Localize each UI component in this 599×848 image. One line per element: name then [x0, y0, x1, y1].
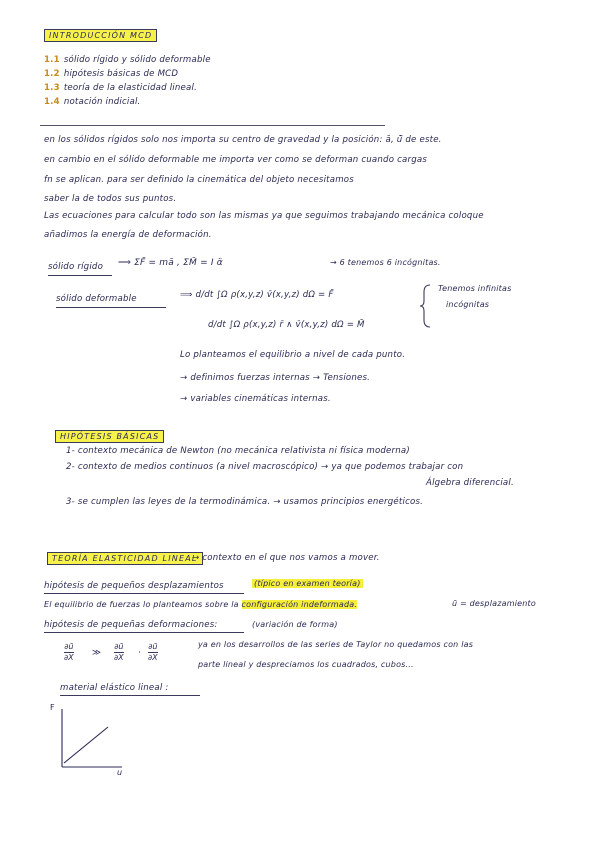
paragraph-line: en cambio en el sólido deformable me importa ver como se deforman cuando cargas — [44, 155, 428, 165]
underline — [48, 275, 112, 276]
deformable-line: → variables cinemáticas internas. — [180, 394, 331, 404]
solido-deformable-eq2: d/dt ∫Ω ρ(x,y,z) r̄ ∧ v̄(x,y,z) dΩ = M̄ — [208, 320, 365, 330]
section-divider — [40, 125, 385, 126]
curly-brace-icon — [420, 284, 432, 328]
brace-note: Tenemos infinitas — [438, 284, 512, 293]
underline — [44, 632, 244, 633]
intro-item: 1.3 teoría de la elasticidad lineal. — [44, 83, 198, 93]
teoria-after-tag: → contexto en el que nos vamos a mover. — [192, 553, 380, 563]
underline — [60, 695, 200, 696]
paragraph-line: añadimos la energía de deformación. — [44, 230, 212, 240]
graph-y-label: F — [50, 703, 55, 712]
intro-tag: INTRODUCCIÓN MCD — [44, 29, 157, 42]
taylor-line: ya en los desarrollos de las series de Taylor no quedamos con las — [198, 640, 474, 649]
dot-sign: · — [138, 648, 141, 658]
equilibrio-note: ū = desplazamiento — [452, 599, 536, 608]
solido-rigido-note: → 6 tenemos 6 incógnitas. — [330, 258, 441, 267]
teoria-tag: TEORÍA ELASTICIDAD LINEAL — [47, 552, 203, 565]
hipotesis-deformaciones-note: (variación de forma) — [252, 620, 338, 629]
much-greater-sign: ≫ — [92, 648, 102, 658]
hipotesis-tag: HIPÓTESIS BÁSICAS — [55, 430, 164, 443]
hipotesis-deformaciones: hipótesis de pequeñas deformaciones: — [44, 620, 218, 630]
hipotesis-desplazamientos: hipótesis de pequeños desplazamientos — [44, 581, 224, 591]
force-displacement-graph — [48, 705, 128, 775]
intro-item: 1.2 hipótesis básicas de MCD — [44, 69, 179, 79]
hipotesis-item: Álgebra diferencial. — [426, 478, 514, 488]
graph-linear-line — [64, 727, 108, 763]
hipotesis-desplazamientos-note: (típico en examen teoría) — [254, 579, 361, 588]
taylor-line: parte lineal y despreciamos los cuadrados, cubos... — [198, 660, 414, 669]
paragraph-line: Las ecuaciones para calcular todo son las mismas ya que seguimos trabajando mecánica coloque — [44, 211, 484, 221]
solido-rigido-equation: ⟹ ΣF̄ = mā , ΣM̄ = I α̈ — [118, 258, 223, 268]
material-elastico-lineal: material elástico lineal : — [60, 683, 169, 693]
brace-note: incógnitas — [446, 300, 490, 309]
solido-deformable-label: sólido deformable — [56, 294, 137, 304]
paragraph-line: saber la de todos sus puntos. — [44, 194, 177, 204]
fraction-lhs: ∂ū ∂X — [64, 642, 74, 662]
deformable-line: Lo planteamos el equilibrio a nivel de cada punto. — [180, 350, 406, 360]
intro-item: 1.1 sólido rígido y sólido deformable — [44, 55, 211, 65]
hipotesis-item: 2- contexto de medios continuos (a nivel macroscópico) → ya que podemos trabajar con — [66, 462, 464, 472]
paragraph-line: fn se aplican. para ser definido la cinemática del objeto necesitamos — [44, 175, 354, 185]
fraction-r1: ∂ū ∂X — [114, 642, 124, 662]
solido-deformable-eq1: ⟹ d/dt ∫Ω ρ(x,y,z) v̄(x,y,z) dΩ = F̄ — [180, 290, 334, 300]
graph-x-label: u — [117, 768, 123, 777]
hipotesis-item: 3- se cumplen las leyes de la termodinámica. → usamos principios energéticos. — [66, 497, 424, 507]
hipotesis-item: 1- contexto mecánica de Newton (no mecánica relativista ni física moderna) — [66, 446, 410, 456]
underline — [56, 307, 166, 308]
fraction-r2: ∂ū ∂X — [148, 642, 158, 662]
paragraph-line: en los sólidos rígidos solo nos importa su centro de gravedad y la posición: ā, ū̄ de este. — [44, 135, 442, 145]
underline — [44, 593, 244, 594]
equilibrio-line: El equilibrio de fuerzas lo planteamos sobre la configuración indeformada. — [44, 600, 358, 609]
deformable-line: → definimos fuerzas internas → Tensiones. — [180, 373, 371, 383]
solido-rigido-label: sólido rígido — [48, 262, 104, 272]
intro-item: 1.4 notación indicial. — [44, 97, 141, 107]
